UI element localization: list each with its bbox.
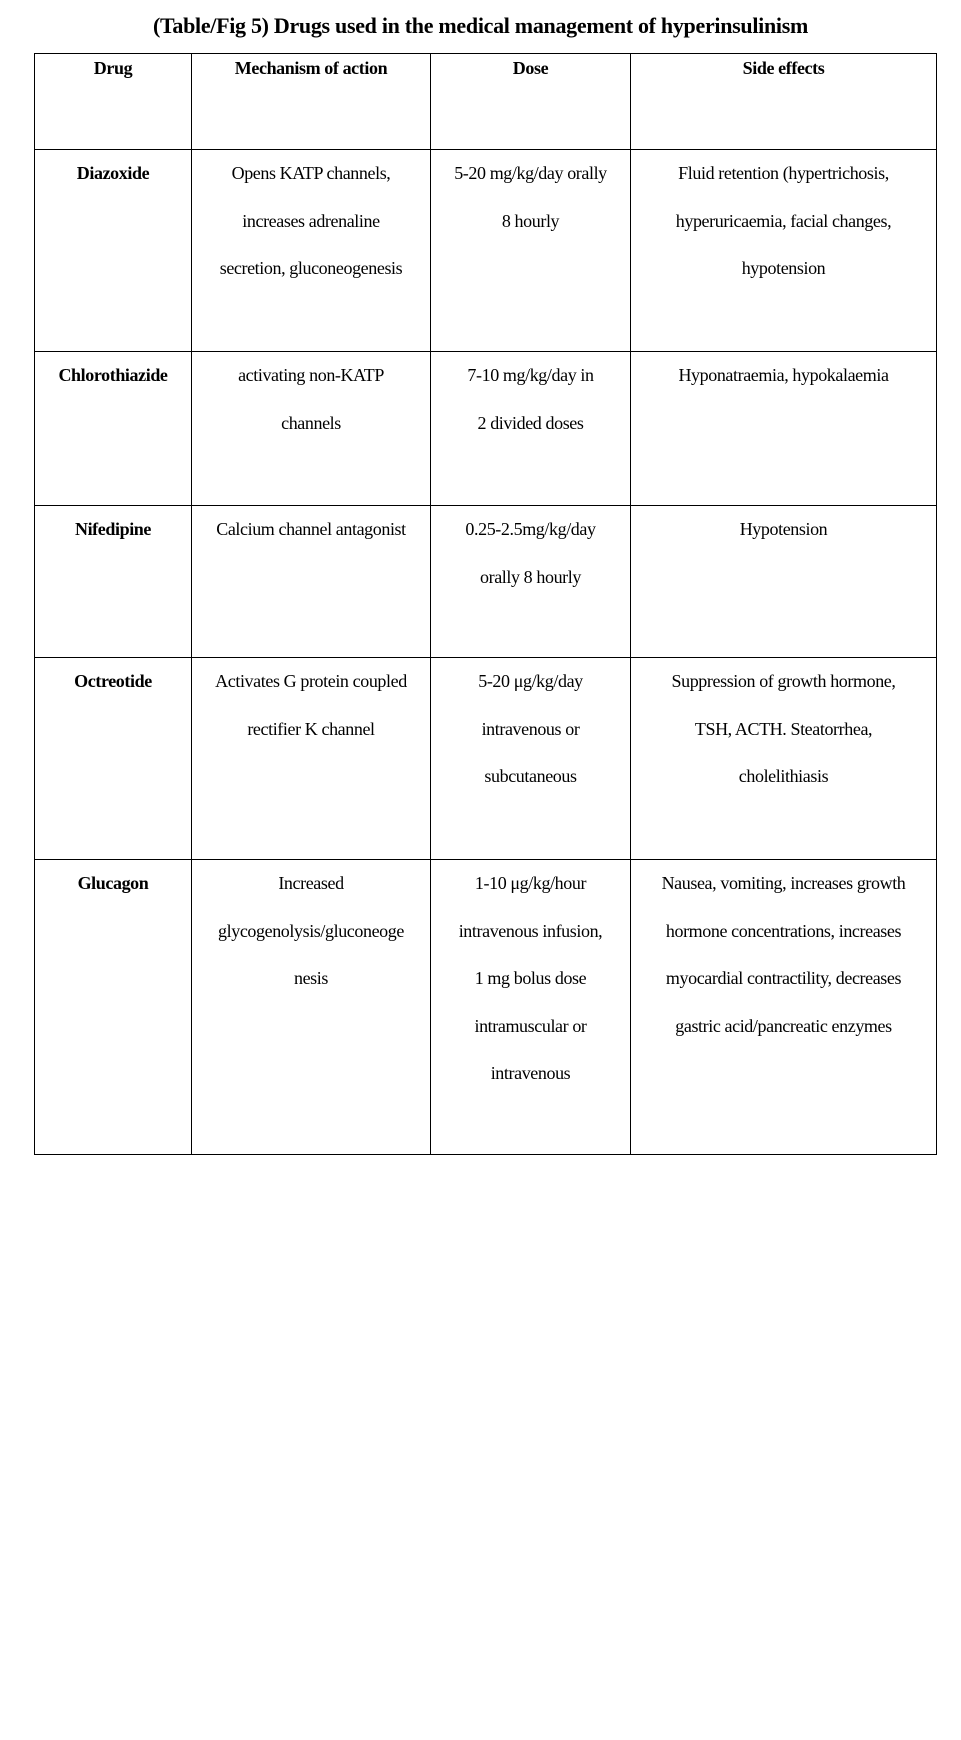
table-header-row (35, 54, 937, 150)
cell-line: myocardial contractility, decreases (665, 968, 902, 988)
cell-line: Activates G protein coupled (215, 671, 407, 691)
mechanism-cell (192, 860, 431, 1155)
cell-line: Diazoxide (76, 163, 150, 183)
cell-line: Opens KATP channels, (231, 163, 391, 183)
cell-line: intravenous infusion, (458, 920, 603, 941)
table-row (35, 150, 937, 352)
cell-line: 7-10 mg/kg/day in (467, 365, 594, 385)
cell-line: gastric acid/pancreatic enzymes (675, 1015, 892, 1036)
cell-line: orally 8 hourly (480, 566, 581, 587)
cell-line: channels (281, 412, 341, 433)
table-row (35, 506, 937, 658)
cell-line: Suppression of growth hormone, (671, 671, 896, 691)
cell-line: Glucagon (77, 873, 149, 893)
side-effects-cell (631, 352, 937, 506)
table-row (35, 352, 937, 506)
cell-line: intravenous or (481, 718, 580, 739)
cell-line: nesis (293, 968, 328, 988)
mechanism-cell (192, 658, 431, 860)
side-effects-cell (631, 860, 937, 1155)
table-row (35, 658, 937, 860)
dose-cell (431, 860, 631, 1155)
header-drug: Drug (35, 54, 192, 150)
dose-cell (431, 506, 631, 658)
side-effects-cell (631, 506, 937, 658)
drug-cell (35, 658, 192, 860)
cell-line: 8 hourly (501, 210, 560, 231)
cell-line: Calcium channel antagonist (216, 519, 406, 539)
cell-line: cholelithiasis (738, 766, 829, 786)
cell-line: hyperuricaemia, facial changes, (675, 210, 892, 231)
drug-cell (35, 352, 192, 506)
cell-line: glycogenolysis/gluconeoge (218, 920, 404, 941)
cell-line: rectifier K channel (247, 718, 375, 739)
cell-line: 1-10 μg/kg/hour (474, 873, 587, 893)
dose-cell (431, 352, 631, 506)
dose-cell (431, 658, 631, 860)
cell-line: 2 divided doses (477, 412, 584, 433)
mechanism-cell (192, 506, 431, 658)
cell-line: TSH, ACTH. Steatorrhea, (694, 718, 873, 739)
mechanism-cell (192, 150, 431, 352)
drug-cell (35, 860, 192, 1155)
table-row (35, 860, 937, 1155)
cell-line: Nifedipine (74, 519, 151, 539)
cell-line: hormone concentrations, increases (665, 920, 902, 941)
side-effects-cell (631, 658, 937, 860)
cell-line: 5-20 mg/kg/day orally (454, 163, 607, 183)
page-title: (Table/Fig 5) Drugs used in the medical management of hyperinsulinism (152, 13, 809, 38)
cell-line: Octreotide (74, 671, 152, 691)
cell-line: Hyponatraemia, hypokalaemia (678, 365, 889, 385)
cell-line: intramuscular or (474, 1015, 587, 1036)
dose-cell (431, 150, 631, 352)
cell-line: hypotension (741, 258, 826, 278)
cell-line: Increased (278, 873, 344, 893)
header-dose: Dose (431, 54, 631, 150)
mechanism-cell (192, 352, 431, 506)
drug-cell (35, 506, 192, 658)
cell-line: Fluid retention (hypertrichosis, (678, 163, 889, 183)
cell-line: increases adrenaline (242, 210, 380, 231)
cell-line: Nausea, vomiting, increases growth (661, 873, 906, 893)
cell-line: Chlorothiazide (58, 365, 168, 385)
cell-line: Hypotension (739, 519, 828, 539)
cell-line: subcutaneous (484, 766, 577, 786)
header-side-effects: Side effects (631, 54, 937, 150)
side-effects-cell (631, 150, 937, 352)
drug-cell (35, 150, 192, 352)
header-mechanism: Mechanism of action (192, 54, 431, 150)
cell-line: 5-20 μg/kg/day (478, 671, 583, 691)
cell-line: intravenous (490, 1063, 571, 1083)
drug-table (34, 53, 937, 1155)
cell-line: 0.25-2.5mg/kg/day (465, 519, 596, 539)
cell-line: 1 mg bolus dose (474, 968, 587, 988)
cell-line: activating non-KATP (238, 365, 384, 385)
cell-line: secretion, gluconeogenesis (219, 258, 403, 278)
